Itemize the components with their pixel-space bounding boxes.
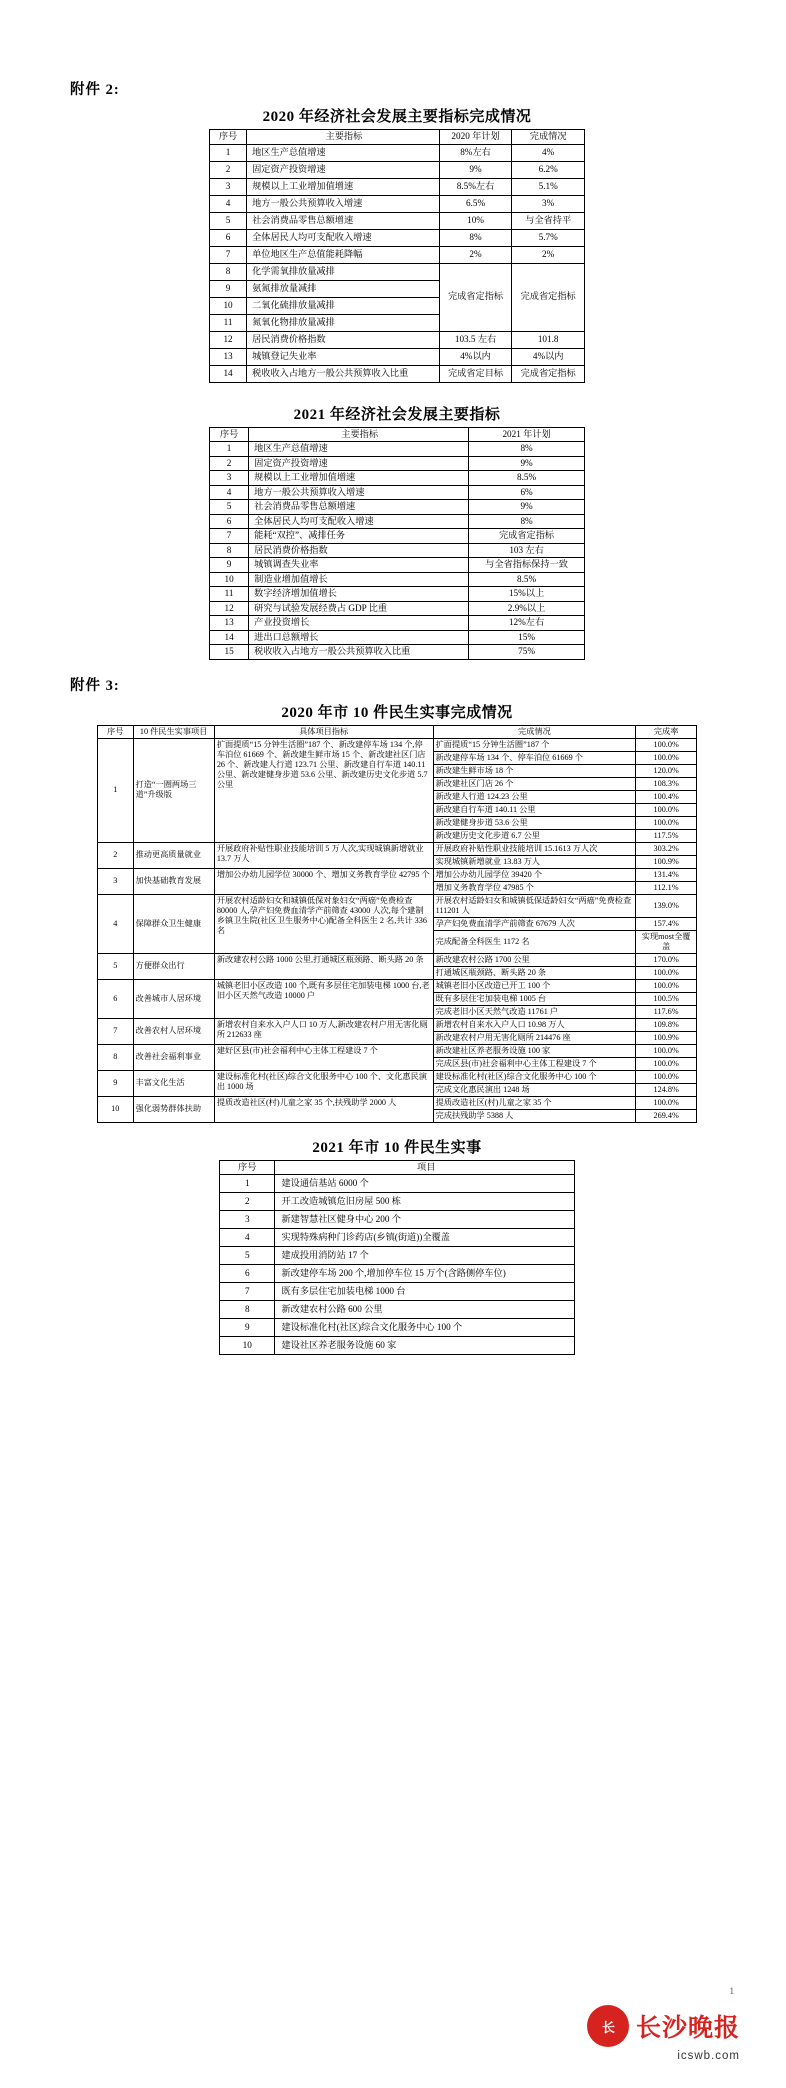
- cell-done: 孕产妇免费血清学产前筛查 67679 人次: [433, 917, 636, 930]
- cell-name: 研究与试验发展经费占 GDP 比重: [249, 601, 469, 616]
- cell-done: 6.2%: [512, 161, 585, 178]
- cell-done-merged: 完成省定指标: [512, 263, 585, 331]
- table-row: [98, 1018, 697, 1031]
- cell-no: 1: [220, 1175, 275, 1193]
- table-row: [220, 1247, 575, 1265]
- cell-plan: 8.5%: [469, 572, 585, 587]
- header-no: 序号: [220, 1160, 275, 1175]
- cell-name: 单位地区生产总值能耗降幅: [247, 246, 440, 263]
- cell-plan: 2.9%以上: [469, 601, 585, 616]
- cell-name: 固定资产投资增速: [247, 161, 440, 178]
- cell-no: 2: [98, 842, 134, 868]
- table-row: [220, 1229, 575, 1247]
- cell-done: 新改建社区养老服务设施 100 家: [433, 1044, 636, 1057]
- cell-project: 保障群众卫生健康: [133, 894, 214, 953]
- cell-rate: 109.8%: [636, 1018, 697, 1031]
- header-done: 完成情况: [512, 130, 585, 145]
- table-row: [210, 212, 585, 229]
- cell-project: 加快基础教育发展: [133, 868, 214, 894]
- cell-done: 打通城区瓶颈路、断头路 20 条: [433, 966, 636, 979]
- cell-item: 建设标准化村(社区)综合文化服务中心 100 个: [275, 1319, 575, 1337]
- cell-rate: 117.5%: [636, 829, 697, 842]
- table-row: [220, 1265, 575, 1283]
- cell-plan: 8%左右: [439, 144, 512, 161]
- cell-plan: 8%: [439, 229, 512, 246]
- cell-plan-merged: 完成省定指标: [439, 263, 512, 331]
- table-row: [210, 558, 585, 573]
- table-2021-livelihood-title: 2021 年市 10 件民生实事: [312, 1139, 482, 1156]
- cell-no: 7: [210, 529, 249, 544]
- cell-no: 10: [210, 297, 247, 314]
- table-row: [98, 738, 697, 751]
- cell-no: 3: [98, 868, 134, 894]
- cell-rate: 117.6%: [636, 1005, 697, 1018]
- cell-no: 3: [210, 178, 247, 195]
- cell-name: 能耗“双控”、减排任务: [249, 529, 469, 544]
- cell-detail: 新增农村自来水入户人口 10 万人,新改建农村户用无害化厕所 212633 座: [214, 1018, 433, 1044]
- cell-plan: 103 左右: [469, 543, 585, 558]
- cell-done: 完成区县(市)社会福利中心主体工程建设 7 个: [433, 1057, 636, 1070]
- cell-no: 13: [210, 616, 249, 631]
- cell-no: 2: [210, 161, 247, 178]
- table-row: [210, 348, 585, 365]
- cell-name: 税收收入占地方一般公共预算收入比重: [247, 365, 440, 382]
- cell-rate: 131.4%: [636, 868, 697, 881]
- cell-plan: 103.5 左右: [439, 331, 512, 348]
- table-row: [210, 246, 585, 263]
- table-row: [210, 630, 585, 645]
- table-row: [210, 587, 585, 602]
- cell-plan: 完成省定指标: [469, 529, 585, 544]
- footer-brand: [587, 2005, 740, 2062]
- table-row: [210, 442, 585, 457]
- table-row: [210, 500, 585, 515]
- table-row: [220, 1301, 575, 1319]
- cell-done: 新增农村自来水入户人口 10.98 万人: [433, 1018, 636, 1031]
- cell-name: 地方一般公共预算收入增速: [247, 195, 440, 212]
- table-row: [98, 1044, 697, 1057]
- cell-no: 6: [220, 1265, 275, 1283]
- cell-project: 打造“一圈两场三道”升级版: [133, 738, 214, 842]
- cell-done: 城镇老旧小区改造已开工 100 个: [433, 979, 636, 992]
- cell-done: 完成扶残助学 5388 人: [433, 1109, 636, 1122]
- cell-name: 税收收入占地方一般公共预算收入比重: [249, 645, 469, 660]
- cell-no: 5: [220, 1247, 275, 1265]
- cell-name: 居民消费价格指数: [249, 543, 469, 558]
- cell-plan: 与全省指标保持一致: [469, 558, 585, 573]
- cell-plan: 15%以上: [469, 587, 585, 602]
- cell-no: 10: [98, 1096, 134, 1122]
- cell-done: 3%: [512, 195, 585, 212]
- table-row: [210, 331, 585, 348]
- cell-plan: 12%左右: [469, 616, 585, 631]
- table-row: [210, 543, 585, 558]
- cell-name: 社会消费品零售总额增速: [247, 212, 440, 229]
- cell-no: 8: [220, 1301, 275, 1319]
- cell-detail: 扩面提质“15 分钟生活圈”187 个、新改建停车场 134 个,停车泊位 61669 个、新改建生鲜市场 15 个、新改建社区门店 26 个、新改建人行道 123.71 公里、新改建自行车道 140.11 公里、新改建健身步道 53.6 公里、新改建历史文化步道 5.7 公里: [214, 738, 433, 842]
- table-row: [210, 601, 585, 616]
- table-header-row: [98, 725, 697, 738]
- cell-rate: 100.0%: [636, 803, 697, 816]
- table-row: [210, 229, 585, 246]
- header-detail: 具体项目指标: [214, 725, 433, 738]
- cell-no: 14: [210, 365, 247, 382]
- cell-detail: 城镇老旧小区改造 100 个,既有多层住宅加装电梯 1000 台,老旧小区天然气改造 10000 户: [214, 979, 433, 1018]
- cell-no: 11: [210, 314, 247, 331]
- table-header-row: [210, 427, 585, 442]
- table-2021-indicators-title: 2021 年经济社会发展主要指标: [293, 406, 501, 423]
- cell-project: 改善城市人居环境: [133, 979, 214, 1018]
- table-row: [210, 485, 585, 500]
- cell-rate: 100.0%: [636, 751, 697, 764]
- cell-no: 7: [210, 246, 247, 263]
- table-2020-indicators-body: [210, 144, 585, 382]
- cell-rate: 100.4%: [636, 790, 697, 803]
- cell-name: 氨氮排放量减排: [247, 280, 440, 297]
- cell-detail: 新改建农村公路 1000 公里,打通城区瓶颈路、断头路 20 条: [214, 953, 433, 979]
- table-row: [210, 514, 585, 529]
- cell-name: 全体居民人均可支配收入增速: [249, 514, 469, 529]
- attachment-2-label: 附件 2:: [70, 82, 120, 98]
- cell-item: 新改建停车场 200 个,增加停车位 15 万个(含路侧停车位): [275, 1265, 575, 1283]
- table-row: [220, 1319, 575, 1337]
- table-row: [210, 529, 585, 544]
- cell-no: 4: [210, 195, 247, 212]
- cell-project: 推动更高质量就业: [133, 842, 214, 868]
- cell-rate: 170.0%: [636, 953, 697, 966]
- cell-name: 制造业增加值增长: [249, 572, 469, 587]
- cell-no: 1: [98, 738, 134, 842]
- cell-name: 固定资产投资增速: [249, 456, 469, 471]
- cell-no: 8: [98, 1044, 134, 1070]
- cell-no: 9: [210, 280, 247, 297]
- table-2021-indicators: [209, 427, 585, 660]
- cell-no: 10: [210, 572, 249, 587]
- table-row: [220, 1175, 575, 1193]
- cell-no: 2: [210, 456, 249, 471]
- cell-no: 6: [210, 514, 249, 529]
- table-2021-indicators-body: [210, 442, 585, 660]
- cell-no: 10: [220, 1337, 275, 1355]
- cell-project: 改善农村人居环境: [133, 1018, 214, 1044]
- cell-plan: 8.5%: [469, 471, 585, 486]
- cell-no: 12: [210, 601, 249, 616]
- cell-done: 新改建人行道 124.23 公里: [433, 790, 636, 803]
- cell-rate: 100.0%: [636, 1057, 697, 1070]
- cell-item: 建设通信基站 6000 个: [275, 1175, 575, 1193]
- table-2021-livelihood: [219, 1160, 575, 1356]
- cell-rate: 269.4%: [636, 1109, 697, 1122]
- attachment-3-label: 附件 3:: [70, 677, 120, 694]
- cell-done: 新改建历史文化步道 6.7 公里: [433, 829, 636, 842]
- table-row: [210, 365, 585, 382]
- cell-project: 强化弱势群体扶助: [133, 1096, 214, 1122]
- header-plan: 2021 年计划: [469, 427, 585, 442]
- cell-no: 8: [210, 263, 247, 280]
- cell-done: 101.8: [512, 331, 585, 348]
- cell-rate: 100.5%: [636, 992, 697, 1005]
- table-row: [210, 456, 585, 471]
- cell-rate: 100.0%: [636, 1096, 697, 1109]
- cell-rate: 112.1%: [636, 881, 697, 894]
- table-2021-livelihood-body: [220, 1175, 575, 1355]
- cell-name: 城镇调查失业率: [249, 558, 469, 573]
- cell-rate: 157.4%: [636, 917, 697, 930]
- cell-no: 4: [220, 1229, 275, 1247]
- cell-no: 14: [210, 630, 249, 645]
- cell-no: 3: [220, 1211, 275, 1229]
- header-item: 项目: [275, 1160, 575, 1175]
- cell-no: 9: [220, 1319, 275, 1337]
- cell-plan: 6.5%: [439, 195, 512, 212]
- cell-no: 9: [98, 1070, 134, 1096]
- header-done: 完成情况: [433, 725, 636, 738]
- cell-rate: 100.0%: [636, 979, 697, 992]
- table-row: [210, 616, 585, 631]
- cell-no: 1: [210, 442, 249, 457]
- brand-name: 长沙晚报: [635, 2015, 740, 2042]
- table-row: [98, 979, 697, 992]
- header-no: 序号: [210, 427, 249, 442]
- cell-no: 4: [210, 485, 249, 500]
- cell-plan: 6%: [469, 485, 585, 500]
- cell-done: 2%: [512, 246, 585, 263]
- cell-detail: 开展政府补贴性职业技能培训 5 万人次,实现城镇新增就业 13.7 万人: [214, 842, 433, 868]
- cell-no: 7: [98, 1018, 134, 1044]
- cell-rate: 100.9%: [636, 1031, 697, 1044]
- cell-no: 8: [210, 543, 249, 558]
- cell-name: 地区生产总值增速: [247, 144, 440, 161]
- cell-plan: 9%: [439, 161, 512, 178]
- cell-rate: 100.0%: [636, 1070, 697, 1083]
- cell-no: 3: [210, 471, 249, 486]
- cell-project: 方便群众出行: [133, 953, 214, 979]
- header-no: 序号: [210, 130, 247, 145]
- table-row: [98, 1096, 697, 1109]
- cell-item: 建成投用消防站 17 个: [275, 1247, 575, 1265]
- cell-no: 1: [210, 144, 247, 161]
- brand-url: icswb.com: [677, 2050, 740, 2062]
- cell-done: 新改建健身步道 53.6 公里: [433, 816, 636, 829]
- table-row: [220, 1337, 575, 1355]
- cell-plan: 8%: [469, 514, 585, 529]
- table-header-row: [220, 1160, 575, 1175]
- cell-done: 与全省持平: [512, 212, 585, 229]
- cell-done: 开展政府补贴性职业技能培训 15.1613 万人次: [433, 842, 636, 855]
- cell-name: 数字经济增加值增长: [249, 587, 469, 602]
- table-header-row: [210, 130, 585, 145]
- table-row: [220, 1283, 575, 1301]
- header-rate: 完成率: [636, 725, 697, 738]
- cell-done: 既有多层住宅加装电梯 1005 台: [433, 992, 636, 1005]
- cell-rate: 100.0%: [636, 738, 697, 751]
- table-row: [210, 144, 585, 161]
- cell-rate: 139.0%: [636, 894, 697, 917]
- page-number: 1: [729, 1986, 734, 1996]
- cell-plan: 15%: [469, 630, 585, 645]
- cell-item: 新建智慧社区健身中心 200 个: [275, 1211, 575, 1229]
- cell-plan: 2%: [439, 246, 512, 263]
- cell-item: 开工改造城镇危旧房屋 500 栋: [275, 1193, 575, 1211]
- cell-name: 城镇登记失业率: [247, 348, 440, 365]
- table-row: [98, 953, 697, 966]
- cell-no: 5: [98, 953, 134, 979]
- cell-rate: 120.0%: [636, 764, 697, 777]
- cell-no: 2: [220, 1193, 275, 1211]
- cell-done: 完成配备全科医生 1172 名: [433, 930, 636, 953]
- cell-no: 4: [98, 894, 134, 953]
- cell-no: 5: [210, 212, 247, 229]
- cell-detail: 建好区县(市)社会福利中心主体工程建设 7 个: [214, 1044, 433, 1070]
- cell-done: 新改建生鲜市场 18 个: [433, 764, 636, 777]
- cell-done: 新改建自行车道 140.11 公里: [433, 803, 636, 816]
- table-row: [210, 161, 585, 178]
- table-row: [98, 842, 697, 855]
- table-row: [210, 263, 585, 280]
- cell-rate: 124.8%: [636, 1083, 697, 1096]
- cell-plan: 9%: [469, 500, 585, 515]
- table-row: [210, 178, 585, 195]
- cell-plan: 9%: [469, 456, 585, 471]
- cell-name: 全体居民人均可支配收入增速: [247, 229, 440, 246]
- cell-detail: 增加公办幼儿园学位 30000 个、增加义务教育学位 42795 个: [214, 868, 433, 894]
- cell-detail: 提质改造社区(村)儿童之家 35 个,扶残助学 2000 人: [214, 1096, 433, 1122]
- cell-done: 完成省定指标: [512, 365, 585, 382]
- cell-done: 5.1%: [512, 178, 585, 195]
- cell-rate: 100.0%: [636, 816, 697, 829]
- cell-name: 氮氧化物排放量减排: [247, 314, 440, 331]
- cell-project: 改善社会福利事业: [133, 1044, 214, 1070]
- header-indicator: 主要指标: [247, 130, 440, 145]
- cell-name: 地方一般公共预算收入增速: [249, 485, 469, 500]
- cell-name: 规模以上工业增加值增速: [249, 471, 469, 486]
- cell-name: 产业投资增长: [249, 616, 469, 631]
- cell-done: 新改建停车场 134 个、停车泊位 61669 个: [433, 751, 636, 764]
- table-row: [98, 1070, 697, 1083]
- cell-done: 4%: [512, 144, 585, 161]
- cell-no: 6: [98, 979, 134, 1018]
- logo-row: [587, 2005, 740, 2047]
- cell-rate: 100.0%: [636, 1044, 697, 1057]
- table-row: [210, 195, 585, 212]
- cell-name: 地区生产总值增速: [249, 442, 469, 457]
- table-row: [220, 1193, 575, 1211]
- header-project: 10 件民生实事项目: [133, 725, 214, 738]
- header-indicator: 主要指标: [249, 427, 469, 442]
- cell-rate: 303.2%: [636, 842, 697, 855]
- cell-no: 13: [210, 348, 247, 365]
- cell-rate: 108.3%: [636, 777, 697, 790]
- cell-detail: 开展农村适龄妇女和城镇低保对象妇女“两癌”免费检查 80000 人,孕产妇免费血清学产前筛查 43000 人次,每个建制乡镇卫生院(社区卫生服务中心)配备全科医生 2 名,共计 336 名: [214, 894, 433, 953]
- cell-plan: 完成省定目标: [439, 365, 512, 382]
- cell-item: 实现特殊病种门诊药店(乡镇(街道))全覆盖: [275, 1229, 575, 1247]
- cell-done: 开展农村适龄妇女和城镇低保适龄妇女“两癌”免费检查 111201 人: [433, 894, 636, 917]
- cell-done: 增加义务教育学位 47985 个: [433, 881, 636, 894]
- cell-name: 规模以上工业增加值增速: [247, 178, 440, 195]
- cell-detail: 建设标准化村(社区)综合文化服务中心 100 个、文化惠民演出 1000 场: [214, 1070, 433, 1096]
- cell-no: 9: [210, 558, 249, 573]
- cell-done: 4%以内: [512, 348, 585, 365]
- cell-no: 5: [210, 500, 249, 515]
- table-row: [98, 894, 697, 917]
- cell-no: 12: [210, 331, 247, 348]
- cell-name: 社会消费品零售总额增速: [249, 500, 469, 515]
- table-row: [210, 572, 585, 587]
- table-row: [210, 471, 585, 486]
- table-row: [210, 645, 585, 660]
- table-2020-indicators: [209, 129, 585, 383]
- header-plan: 2020 年计划: [439, 130, 512, 145]
- table-2020-indicators-title: 2020 年经济社会发展主要指标完成情况: [262, 109, 532, 125]
- cell-done: 完成文化惠民演出 1248 场: [433, 1083, 636, 1096]
- cell-plan: 8.5%左右: [439, 178, 512, 195]
- cell-item: 既有多层住宅加装电梯 1000 台: [275, 1283, 575, 1301]
- cell-done: 新改建农村公路 1700 公里: [433, 953, 636, 966]
- cell-plan: 10%: [439, 212, 512, 229]
- table-2020-livelihood-title: 2020 年市 10 件民生实事完成情况: [281, 704, 513, 721]
- cell-rate: 实现most全覆盖: [636, 930, 697, 953]
- cell-plan: 8%: [469, 442, 585, 457]
- cell-done: 扩面提质“15 分钟生活圈”187 个: [433, 738, 636, 751]
- changsha-seal-icon: 长: [587, 2005, 629, 2047]
- cell-no: 6: [210, 229, 247, 246]
- cell-no: 11: [210, 587, 249, 602]
- cell-rate: 100.0%: [636, 966, 697, 979]
- cell-item: 建设社区养老服务设施 60 家: [275, 1337, 575, 1355]
- cell-done: 新改建社区门店 26 个: [433, 777, 636, 790]
- cell-name: 化学需氧排放量减排: [247, 263, 440, 280]
- cell-done: 新改建农村户用无害化厕所 214476 座: [433, 1031, 636, 1044]
- cell-done: 完成老旧小区天然气改造 11761 户: [433, 1005, 636, 1018]
- cell-plan: 4%以内: [439, 348, 512, 365]
- cell-done: 实现城镇新增就业 13.83 万人: [433, 855, 636, 868]
- cell-no: 7: [220, 1283, 275, 1301]
- table-row: [98, 868, 697, 881]
- cell-name: 二氧化硫排放量减排: [247, 297, 440, 314]
- cell-no: 15: [210, 645, 249, 660]
- cell-done: 建设标准化村(社区)综合文化服务中心 100 个: [433, 1070, 636, 1083]
- cell-name: 进出口总额增长: [249, 630, 469, 645]
- cell-project: 丰富文化生活: [133, 1070, 214, 1096]
- table-2020-livelihood: [97, 725, 697, 1123]
- cell-item: 新改建农村公路 600 公里: [275, 1301, 575, 1319]
- table-2020-livelihood-body: [98, 738, 697, 1122]
- cell-done: 增加公办幼儿园学位 39420 个: [433, 868, 636, 881]
- header-no: 序号: [98, 725, 134, 738]
- table-row: [220, 1211, 575, 1229]
- cell-name: 居民消费价格指数: [247, 331, 440, 348]
- cell-plan: 75%: [469, 645, 585, 660]
- cell-rate: 100.9%: [636, 855, 697, 868]
- cell-done: 提质改造社区(村)儿童之家 35 个: [433, 1096, 636, 1109]
- cell-done: 5.7%: [512, 229, 585, 246]
